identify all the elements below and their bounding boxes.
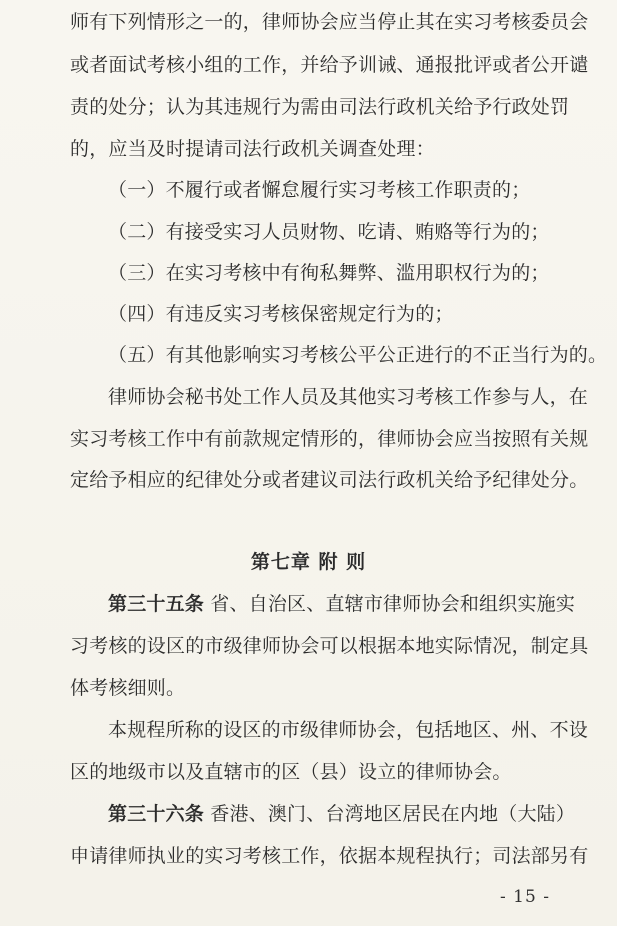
article-36-line-2: 申请律师执业的实习考核工作，依据本规程执行；司法部另有 [70, 845, 589, 867]
article-36-line-1-rest: 香港、澳门、台湾地区居民在内地（大陆） [204, 803, 576, 825]
paragraph-1-line-2: 或者面试考核小组的工作，并给予训诫、通报批评或者公开谴 [70, 54, 589, 76]
paragraph-2-line-2: 实习考核工作中有前款规定情形的，律师协会应当按照有关规 [70, 428, 589, 450]
chapter-heading: 第七章 附 则 [250, 551, 367, 573]
article-35-label: 第三十五条 [108, 593, 205, 615]
paragraph-2-line-1: 律师协会秘书处工作人员及其他实习考核工作参与人，在 [108, 386, 589, 408]
paragraph-3-line-1: 本规程所称的设区的市级律师协会，包括地区、州、不设 [108, 719, 589, 741]
paragraph-2-line-3: 定给予相应的纪律处分或者建议司法行政机关给予纪律处分。 [70, 469, 589, 491]
article-35-line-1-rest: 省、自治区、直辖市律师协会和组织实施实 [204, 593, 576, 615]
list-item-2: （二）有接受实习人员财物、吃请、贿赂等行为的； [108, 221, 550, 243]
paragraph-1-line-3: 责的处分；认为其违规行为需由司法行政机关给予行政处罚 [70, 96, 570, 118]
article-35-line-2: 习考核的设区的市级律师协会可以根据本地实际情况，制定具 [70, 635, 589, 657]
list-item-5: （五）有其他影响实习考核公平公正进行的不正当行为的。 [108, 344, 608, 366]
list-item-4: （四）有违反实习考核保密规定行为的； [108, 303, 454, 325]
article-35-line-1 [108, 592, 588, 616]
article-36-line-1 [108, 802, 588, 826]
list-item-1: （一）不履行或者懈怠履行实习考核工作职责的； [108, 179, 531, 201]
article-36-label: 第三十六条 [108, 803, 205, 825]
paragraph-1-line-1: 师有下列情形之一的，律师协会应当停止其在实习考核委员会 [70, 11, 589, 33]
paragraph-1-line-4: 的，应当及时提请司法行政机关调查处理： [70, 138, 435, 160]
page-number: - 15 - [500, 887, 550, 907]
article-35-line-3: 体考核细则。 [70, 677, 186, 699]
list-item-3: （三）在实习考核中有徇私舞弊、滥用职权行为的； [108, 262, 550, 284]
paragraph-3-line-2: 区的地级市以及直辖市的区（县）设立的律师协会。 [70, 761, 512, 783]
